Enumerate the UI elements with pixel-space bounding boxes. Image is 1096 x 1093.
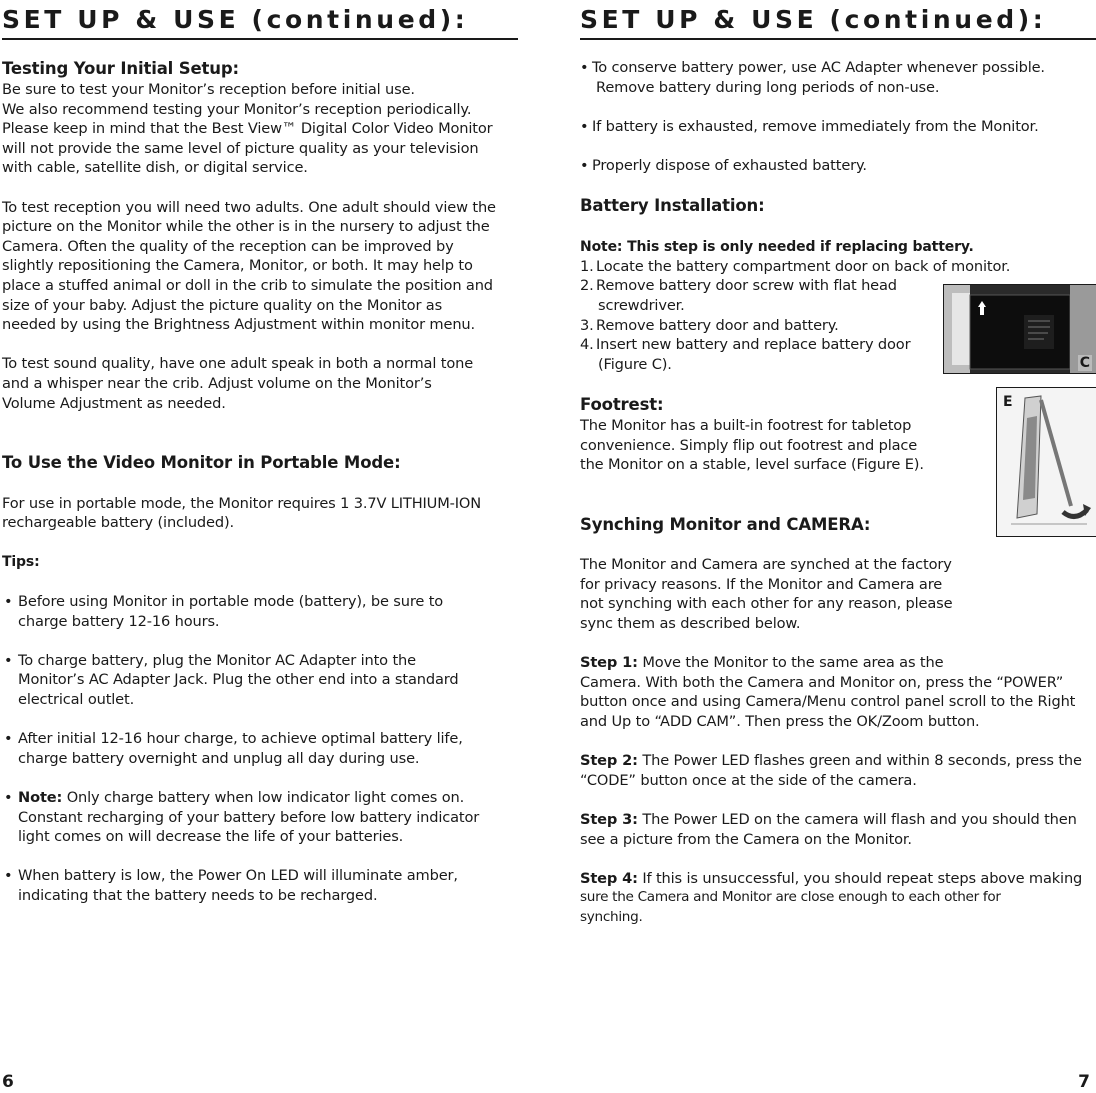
step-label: Step 2: [580,752,638,770]
left-page [2,0,518,1093]
tips-title: Tips: [2,554,40,571]
text-line: sync them as described below. [580,615,801,633]
text-line: Remove battery during long periods of non-use. [596,78,940,96]
step-text: Move the Monitor to the same area as the [637,654,944,672]
text-line: needed by using the Brightness Adjustment within monitor menu. [2,316,476,334]
text-line: button once and using Camera/Menu control panel scroll to the Right [580,693,1076,711]
section-title-footrest: Footrest: [580,394,664,414]
text-line: • Before using Monitor in portable mode (battery), be sure to [18,593,444,611]
figure-c-label: C [1079,355,1090,371]
sync-step-2 [580,751,1096,790]
text-line [580,869,1096,889]
testing-paragraph-3 [2,354,518,413]
text-line: charge battery overnight and unplug all day during use. [18,749,420,767]
page-header: SET UP & USE (continued): [580,2,1096,40]
section-title-testing: Testing Your Initial Setup: [2,59,240,78]
text-line: sure the Camera and Monitor are close enough to each other for [580,889,1001,906]
right-page [580,0,1096,1093]
battery-compartment-illustration [944,285,1096,373]
text-line: and Up to “ADD CAM”. Then press the OK/Zoom button. [580,713,980,731]
text-line: synching. [580,908,643,925]
tip-item-note [2,788,518,847]
text-line: Remove battery door and battery. [596,316,839,334]
text-line: picture on the Monitor while the other is in the nursery to adjust the [2,218,490,236]
text-line: place a stuffed animal or doll in the crib to simulate the position and [2,276,493,294]
battery-tip [580,156,1096,176]
text-line: Please keep in mind that the Best View™ Digital Color Video Monitor [2,120,493,138]
text-line: Camera. With both the Camera and Monitor on, press the “POWER” [580,673,1064,691]
text-line: • If battery is exhausted, remove immediately from the Monitor. [592,117,1039,135]
step-label: Step 1: [580,654,638,672]
tip-item [2,592,518,631]
left-content [2,58,518,906]
text-line: We also recommend testing your Monitor’s reception periodically. [2,100,472,118]
text-line: for privacy reasons. If the Monitor and Camera are [580,575,943,593]
text-line: “CODE” button once at the side of the camera. [580,771,917,789]
text-line [580,653,1096,673]
text-line: Constant recharging of your battery before low battery indicator [18,808,480,826]
text-line: rechargeable battery (included). [2,514,235,532]
text-line: with cable, satellite dish, or digital service. [2,159,308,177]
synching-paragraph [580,555,1096,633]
sync-step-4 [580,869,1096,928]
section-title-portable-mode: To Use the Video Monitor in Portable Mode: [2,453,401,473]
step-number: 1. [580,257,594,275]
text-line: Camera. Often the quality of the reception can be improved by [2,237,454,255]
page-header: SET UP & USE (continued): [2,2,518,40]
text-line: indicating that the battery needs to be recharged. [18,886,378,904]
text-line [18,788,518,808]
battery-note: Note: This step is only needed if replacing battery. [580,238,974,255]
text-line: slightly repositioning the Camera, Monitor, or both. It may help to [2,257,473,275]
text-line: the Monitor on a stable, level surface (Figure E). [580,456,924,474]
text-line: and a whisper near the crib. Adjust volume on the Monitor’s [2,374,432,392]
text-line: size of your baby. Adjust the picture quality on the Monitor as [2,296,443,314]
text-line: Be sure to test your Monitor’s reception before initial use. [2,81,415,98]
battery-tip [580,58,1096,97]
portable-paragraph [2,494,518,533]
step-number: 2. [580,277,594,295]
install-step [580,257,1096,277]
text-line: charge battery 12-16 hours. [18,612,220,630]
testing-paragraph-1 [2,80,518,178]
text-line: • After initial 12-16 hour charge, to achieve optimal battery life, [18,730,463,748]
section-title-synching: Synching Monitor and CAMERA: [580,514,871,534]
section-title-battery-installation: Battery Installation: [580,196,765,216]
page-number: 7 [1078,1072,1090,1092]
note-label: Note: [18,789,63,806]
battery-tip [580,117,1096,137]
text-line [580,810,1096,830]
text-line: • To conserve battery power, use AC Adapter whenever possible. [592,59,1045,76]
text-line: The Monitor has a built-in footrest for tabletop [580,416,912,434]
text-line: electrical outlet. [18,691,135,709]
text-line: To test sound quality, have one adult speak in both a normal tone [2,355,474,373]
text-line: Insert new battery and replace battery door [596,336,911,354]
text-line: The Monitor and Camera are synched at the factory [580,556,952,574]
sync-step-3 [580,810,1096,849]
step-number: 4. [580,336,594,354]
text-line: (Figure C). [598,355,672,373]
testing-paragraph-2 [2,198,518,335]
text-line: • When battery is low, the Power On LED will illuminate amber, [18,867,458,885]
figure-e-footrest-photo [996,387,1096,537]
text-line: screwdriver. [598,296,685,314]
text-line: • To charge battery, plug the Monitor AC Adapter into the [18,651,416,669]
text-line [580,751,1096,771]
step-text: The Power LED on the camera will flash and you should then [637,811,1077,828]
text-line: Monitor’s AC Adapter Jack. Plug the other end into a standard [18,671,459,689]
page-number: 6 [2,1072,14,1092]
sync-step-1 [580,653,1096,731]
text-line: Locate the battery compartment door on back of monitor. [596,257,1011,275]
text-line: not synching with each other for any reason, please [580,595,953,613]
text-line: light comes on will decrease the life of your batteries. [18,828,404,846]
step-label: Step 4: [580,869,638,887]
note-text: Only charge battery when low indicator light comes on. [62,789,465,806]
figure-c-battery-photo [943,284,1096,374]
text-line: Remove battery door screw with flat head [596,277,897,295]
monitor-footrest-illustration [997,388,1096,536]
text-line: Volume Adjustment as needed. [2,394,226,412]
text-line: To test reception you will need two adults. One adult should view the [2,198,496,216]
text-line: For use in portable mode, the Monitor requires 1 3.7V LITHIUM-ION [2,494,482,512]
step-text: If this is unsuccessful, you should repeat steps above making [637,869,1083,887]
tip-item [2,866,518,905]
tip-item [2,729,518,768]
text-line: will not provide the same level of picture quality as your television [2,139,479,157]
text-line: see a picture from the Camera on the Monitor. [580,830,912,848]
text-line: convenience. Simply flip out footrest and place [580,436,918,454]
step-number: 3. [580,316,594,334]
step-text: The Power LED flashes green and within 8 seconds, press the [637,752,1082,770]
tip-item [2,651,518,710]
figure-e-label: E [1003,394,1013,410]
text-line: • Properly dispose of exhausted battery. [592,156,867,174]
step-label: Step 3: [580,811,638,828]
